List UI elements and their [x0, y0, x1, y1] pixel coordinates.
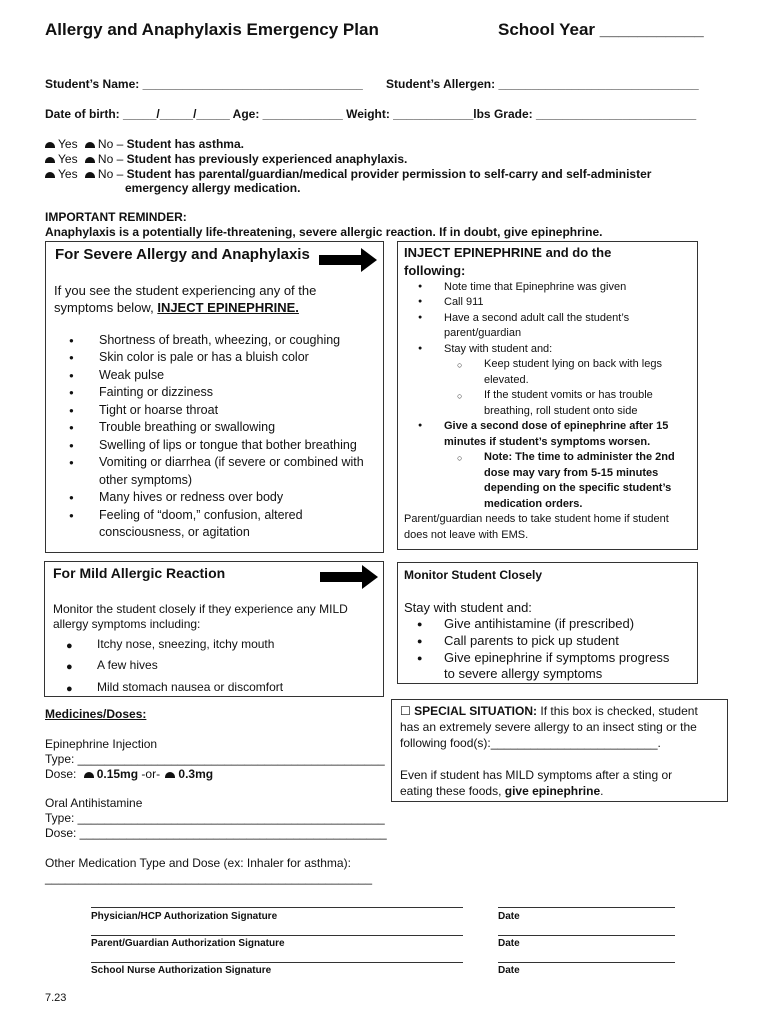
monitor-intro: Stay with student and:: [404, 600, 532, 615]
bullet-icon: ●: [69, 511, 74, 520]
sig-line-physician[interactable]: [91, 907, 463, 908]
date-line-physician[interactable]: [498, 907, 675, 908]
severe-symptom: ● Many hives or redness over body: [69, 490, 284, 504]
inject-step: breathing, roll student onto side: [484, 405, 638, 417]
oral-label: Oral Antihistamine: [45, 796, 143, 810]
severe-intro-1: If you see the student experiencing any of the: [54, 283, 317, 298]
no-checkbox[interactable]: [85, 157, 95, 163]
severe-symptom: ● Tight or hoarse throat: [69, 403, 219, 417]
bullet-icon: ●: [69, 441, 74, 450]
special-line-1: ☐ SPECIAL SITUATION: If this box is checked, student: [400, 704, 698, 718]
inject-step: ○ Keep student lying on back with legs: [457, 358, 662, 370]
severe-symptom: consciousness, or agitation: [99, 525, 250, 539]
inject-step: ● Give a second dose of epinephrine after 15: [418, 420, 669, 432]
inject-step: ○ Note: The time to administer the 2nd: [457, 451, 675, 463]
sig-line-nurse[interactable]: [91, 962, 463, 963]
severe-symptom: ● Vomiting or diarrhea (if severe or combined with: [69, 455, 364, 469]
epi-dose-row: Dose: 0.15mg -or- 0.3mg: [45, 767, 214, 781]
inject-step: ● Call 911: [418, 296, 484, 308]
check-anaphylaxis-history[interactable]: Yes No – Student has previously experienced anaphylaxis.: [45, 152, 407, 166]
medicines-heading: Medicines/Doses:: [45, 707, 147, 721]
bullet-icon: ○: [457, 391, 463, 401]
yes-checkbox[interactable]: [45, 172, 55, 178]
school-year-field[interactable]: School Year ___________: [498, 20, 704, 39]
monitor-item: ● Give antihistamine (if prescribed): [417, 616, 635, 631]
oral-dose-field[interactable]: Dose: ______________________________________________: [45, 826, 387, 840]
mild-symptom: ● Itchy nose, sneezing, itchy mouth: [66, 637, 275, 652]
student-allergen-field[interactable]: Student’s Allergen: ______________________________: [386, 77, 699, 91]
page-title: Allergy and Anaphylaxis Emergency Plan: [45, 20, 379, 39]
student-name-field[interactable]: Student’s Name: _________________________________: [45, 77, 363, 91]
severe-symptom: other symptoms): [99, 473, 193, 487]
severe-title: For Severe Allergy and Anaphylaxis: [55, 246, 310, 263]
bullet-icon: ●: [417, 653, 423, 663]
severe-intro-2: symptoms below, INJECT EPINEPHRINE.: [54, 300, 299, 315]
arrow-right-icon: [320, 565, 380, 589]
no-checkbox[interactable]: [85, 142, 95, 148]
sig-label-physician: Physician/HCP Authorization Signature: [91, 911, 278, 922]
special-foods-field[interactable]: following food(s):_________________________.: [400, 736, 661, 750]
yes-checkbox[interactable]: [45, 157, 55, 163]
bullet-icon: ●: [69, 493, 74, 502]
bullet-icon: ●: [69, 423, 74, 432]
bullet-icon: ●: [418, 314, 423, 321]
monitor-item: ● Give epinephrine if symptoms progress: [417, 650, 670, 665]
version-number: 7.23: [45, 992, 67, 1004]
no-checkbox[interactable]: [85, 172, 95, 178]
mild-intro-2: allergy symptoms including:: [53, 617, 201, 631]
date-label-nurse: Date: [498, 965, 520, 976]
inject-footer-1: Parent/guardian needs to take student home if student: [404, 513, 669, 525]
bullet-icon: ●: [69, 371, 74, 380]
other-med-field[interactable]: _________________________________________________: [45, 871, 373, 885]
mild-symptom: ● Mild stomach nausea or discomfort: [66, 680, 284, 695]
check-asthma[interactable]: Yes No – Student has asthma.: [45, 137, 244, 151]
special-line-2: has an extremely severe allergy to an insect sting or the: [400, 720, 697, 734]
inject-step: ● Have a second adult call the student’s: [418, 312, 630, 324]
inject-step: elevated.: [484, 374, 529, 386]
bullet-icon: ●: [66, 640, 73, 652]
date-line-nurse[interactable]: [498, 962, 675, 963]
bullet-icon: ●: [69, 458, 74, 467]
arrow-right-icon: [319, 248, 379, 272]
mild-intro-1: Monitor the student closely if they experience any MILD: [53, 602, 348, 616]
severe-symptom: ● Feeling of “doom,” confusion, altered: [69, 508, 303, 522]
bullet-icon: ●: [69, 353, 74, 362]
inject-step: ● Note time that Epinephrine was given: [418, 281, 627, 293]
epi-type-field[interactable]: Type: ______________________________________________: [45, 752, 385, 766]
check-self-carry-cont: emergency allergy medication.: [125, 181, 301, 195]
severe-symptom: ● Swelling of lips or tongue that bother breathing: [69, 438, 357, 452]
monitor-title: Monitor Student Closely: [404, 568, 542, 582]
dose-03-checkbox[interactable]: [165, 772, 175, 778]
monitor-item: to severe allergy symptoms: [444, 666, 603, 681]
mild-title: For Mild Allergic Reaction: [53, 565, 226, 581]
special-line-4: Even if student has MILD symptoms after a sting or: [400, 768, 673, 782]
bullet-icon: ●: [69, 406, 74, 415]
bullet-icon: ●: [418, 345, 423, 352]
bullet-icon: ○: [457, 360, 463, 370]
bullet-icon: ○: [457, 453, 463, 463]
bullet-icon: ●: [418, 283, 423, 290]
inject-title-1: INJECT EPINEPHRINE and do the: [404, 245, 612, 260]
mild-symptom: ● A few hives: [66, 658, 158, 673]
reminder-text: Anaphylaxis is a potentially life-threatening, severe allergic reaction. If in doubt, give epinephrine.: [45, 225, 603, 239]
bullet-icon: ●: [69, 388, 74, 397]
inject-step: depending on the specific student’s: [484, 482, 672, 494]
bullet-icon: ●: [66, 661, 73, 673]
inject-title-2: following:: [404, 263, 466, 278]
inject-step: dose may vary from 5-15 minutes: [484, 467, 659, 479]
dob-age-weight-grade-line[interactable]: Date of birth: _____/_____/_____ Age: ____________ Weight: ____________lbs Grade: ________________________: [45, 107, 697, 121]
inject-step: parent/guardian: [444, 327, 522, 339]
severe-symptom: ● Weak pulse: [69, 368, 165, 382]
date-label-parent: Date: [498, 938, 520, 949]
monitor-item: ● Call parents to pick up student: [417, 633, 619, 648]
sig-label-nurse: School Nurse Authorization Signature: [91, 965, 272, 976]
special-checkbox[interactable]: ☐: [400, 704, 411, 718]
severe-symptom: ● Skin color is pale or has a bluish color: [69, 350, 309, 364]
reminder-heading: IMPORTANT REMINDER:: [45, 210, 187, 224]
bullet-icon: ●: [417, 636, 423, 646]
inject-step: medication orders.: [484, 498, 583, 510]
sig-line-parent[interactable]: [91, 935, 463, 936]
severe-symptom: ● Trouble breathing or swallowing: [69, 420, 276, 434]
bullet-icon: ●: [418, 298, 423, 305]
bullet-icon: ●: [418, 422, 423, 429]
bullet-icon: ●: [417, 619, 423, 629]
special-line-5: eating these foods, give epinephrine.: [400, 784, 604, 798]
date-line-parent[interactable]: [498, 935, 675, 936]
inject-step: ○ If the student vomits or has trouble: [457, 389, 653, 401]
sig-label-parent: Parent/Guardian Authorization Signature: [91, 938, 285, 949]
inject-step: minutes if student’s symptoms worsen.: [444, 436, 651, 448]
inject-footer-2: does not leave with EMS.: [404, 529, 529, 541]
severe-symptom: ● Fainting or dizziness: [69, 385, 213, 399]
yes-checkbox[interactable]: [45, 142, 55, 148]
date-label-physician: Date: [498, 911, 520, 922]
bullet-icon: ●: [66, 683, 73, 695]
inject-step: ● Stay with student and:: [418, 343, 553, 355]
oral-type-field[interactable]: Type: ______________________________________________: [45, 811, 385, 825]
epi-label: Epinephrine Injection: [45, 737, 158, 751]
check-self-carry[interactable]: Yes No – Student has parental/guardian/medical provider permission to self-carry and self-administer: [45, 167, 651, 181]
dose-015-checkbox[interactable]: [84, 772, 94, 778]
severe-symptom: ● Shortness of breath, wheezing, or coughing: [69, 333, 341, 347]
bullet-icon: ●: [69, 336, 74, 345]
other-med-label: Other Medication Type and Dose (ex: Inhaler for asthma):: [45, 856, 351, 870]
